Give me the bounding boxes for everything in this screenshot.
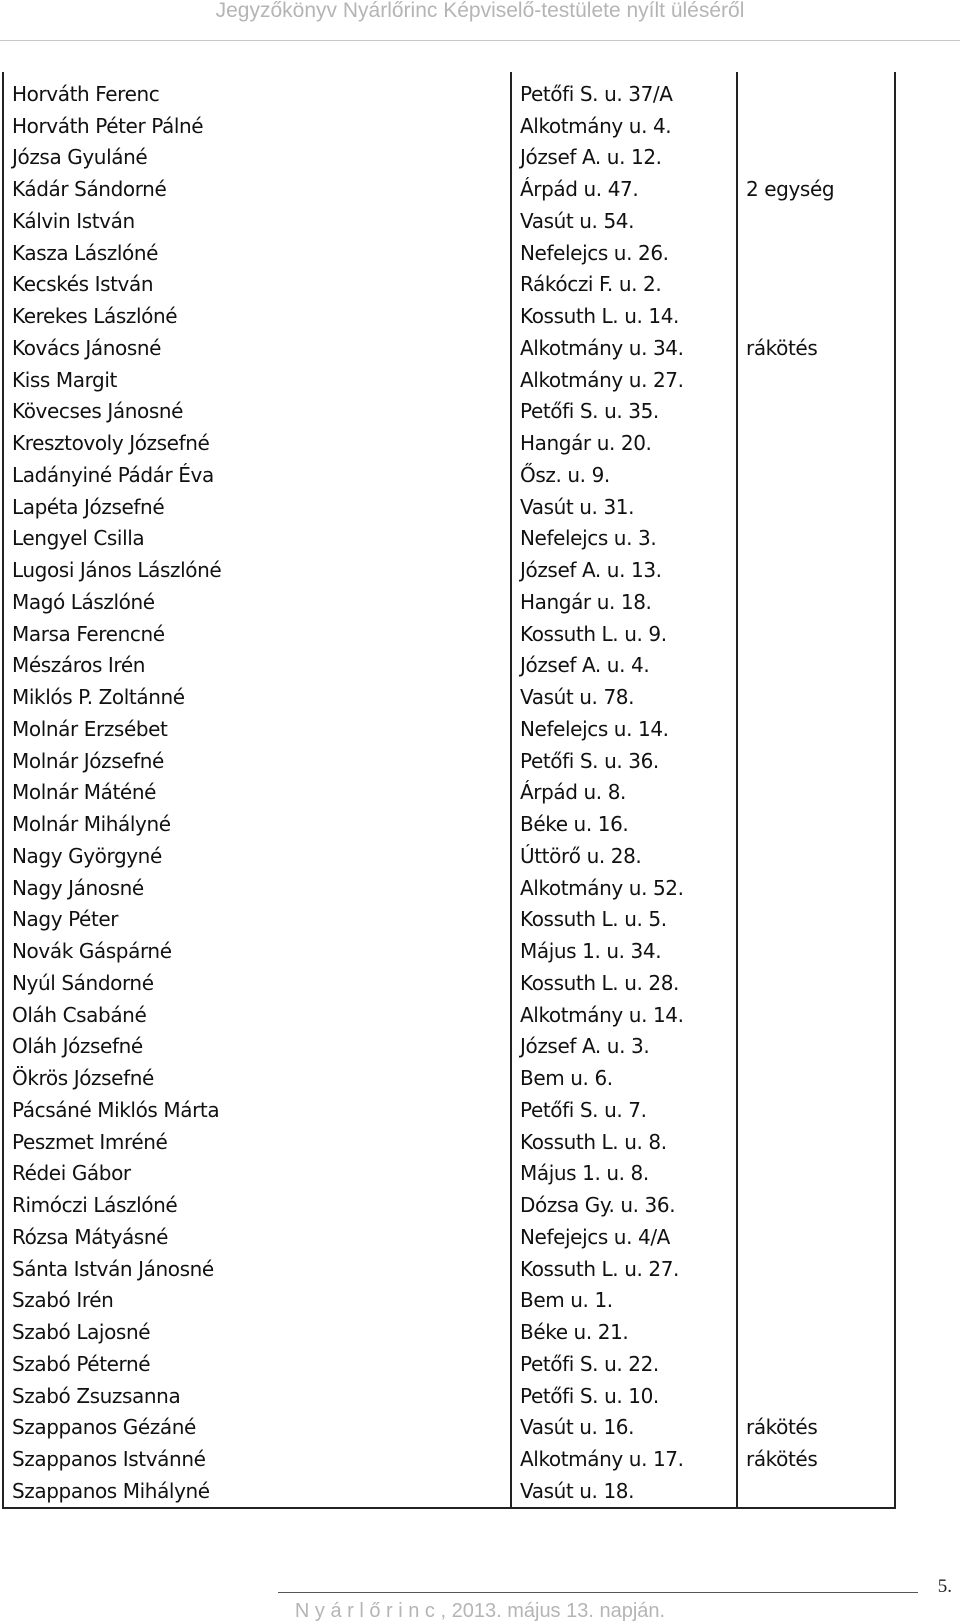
table-row (3, 459, 895, 491)
table-row (3, 72, 895, 110)
name-cell: Oláh Józsefné (3, 1031, 511, 1063)
note-cell (737, 904, 895, 936)
address-cell: Alkotmány u. 14. (511, 999, 737, 1031)
note-cell (737, 618, 895, 650)
address-cell: Alkotmány u. 4. (511, 110, 737, 142)
name-cell: Nyúl Sándorné (3, 967, 511, 999)
name-cell: Szabó Zsuzsanna (3, 1380, 511, 1412)
table-row (3, 808, 895, 840)
note-cell (737, 999, 895, 1031)
address-cell: Rákóczi F. u. 2. (511, 269, 737, 301)
note-cell (737, 523, 895, 555)
name-cell: Molnár Józsefné (3, 745, 511, 777)
address-cell: József A. u. 4. (511, 650, 737, 682)
footer-divider (278, 1592, 918, 1593)
name-cell: Szappanos Gézáné (3, 1412, 511, 1444)
name-cell: Rózsa Mátyásné (3, 1221, 511, 1253)
table-row (3, 332, 895, 364)
table-row (3, 1380, 895, 1412)
table-row (3, 1158, 895, 1190)
address-cell: Kossuth L. u. 14. (511, 300, 737, 332)
name-cell: Mészáros Irén (3, 650, 511, 682)
table-row (3, 1221, 895, 1253)
address-cell: Petőfi S. u. 7. (511, 1094, 737, 1126)
address-cell: Kossuth L. u. 8. (511, 1126, 737, 1158)
name-cell: Sánta István Jánosné (3, 1253, 511, 1285)
address-cell: József A. u. 13. (511, 554, 737, 586)
name-cell: Lugosi János Lászlóné (3, 554, 511, 586)
note-cell: 2 egység (737, 173, 895, 205)
table-row (3, 713, 895, 745)
table-row (3, 904, 895, 936)
table-row (3, 396, 895, 428)
name-cell: Kasza Lászlóné (3, 237, 511, 269)
address-cell: Május 1. u. 8. (511, 1158, 737, 1190)
name-cell: Horváth Péter Pálné (3, 110, 511, 142)
name-cell: Horváth Ferenc (3, 72, 511, 110)
name-cell: Peszmet Imréné (3, 1126, 511, 1158)
note-cell (737, 427, 895, 459)
name-cell: Novák Gáspárné (3, 935, 511, 967)
table-row (3, 1443, 895, 1475)
address-cell: Vasút u. 16. (511, 1412, 737, 1444)
page-number: 5. (937, 1576, 952, 1597)
note-cell: rákötés (737, 1412, 895, 1444)
name-cell: Rédei Gábor (3, 1158, 511, 1190)
note-cell (737, 110, 895, 142)
name-cell: Kádár Sándorné (3, 173, 511, 205)
table-row (3, 745, 895, 777)
table-row (3, 586, 895, 618)
table-row (3, 173, 895, 205)
name-cell: Lapéta Józsefné (3, 491, 511, 523)
note-cell (737, 1221, 895, 1253)
name-cell: Nagy Péter (3, 904, 511, 936)
address-cell: Kossuth L. u. 9. (511, 618, 737, 650)
address-cell: Dózsa Gy. u. 36. (511, 1189, 737, 1221)
name-cell: Rimóczi Lászlóné (3, 1189, 511, 1221)
name-cell: Lengyel Csilla (3, 523, 511, 555)
table-row (3, 269, 895, 301)
table-row (3, 840, 895, 872)
name-cell: Szabó Lajosné (3, 1316, 511, 1348)
table-row (3, 777, 895, 809)
table-row (3, 523, 895, 555)
address-cell: Bem u. 1. (511, 1285, 737, 1317)
address-cell: Alkotmány u. 17. (511, 1443, 737, 1475)
name-cell: Molnár Máténé (3, 777, 511, 809)
table-row (3, 364, 895, 396)
note-cell (737, 364, 895, 396)
note-cell (737, 269, 895, 301)
name-cell: Miklós P. Zoltánné (3, 681, 511, 713)
note-cell: rákötés (737, 1443, 895, 1475)
name-cell: Magó Lászlóné (3, 586, 511, 618)
table-row (3, 300, 895, 332)
table-row (3, 554, 895, 586)
note-cell (737, 745, 895, 777)
note-cell (737, 205, 895, 237)
address-cell: Úttörő u. 28. (511, 840, 737, 872)
table-row (3, 1062, 895, 1094)
note-cell (737, 72, 895, 110)
address-cell: Petőfi S. u. 37/A (511, 72, 737, 110)
name-cell: Ladányiné Pádár Éva (3, 459, 511, 491)
name-cell: Kövecses Jánosné (3, 396, 511, 428)
note-cell (737, 650, 895, 682)
name-cell: Szabó Péterné (3, 1348, 511, 1380)
name-cell: Kiss Margit (3, 364, 511, 396)
note-cell: rákötés (737, 332, 895, 364)
address-cell: Nefejejcs u. 4/A (511, 1221, 737, 1253)
address-cell: Petőfi S. u. 10. (511, 1380, 737, 1412)
table-row (3, 237, 895, 269)
table-row (3, 110, 895, 142)
table-row (3, 1126, 895, 1158)
name-cell: Kovács Jánosné (3, 332, 511, 364)
note-cell (737, 681, 895, 713)
name-cell: Kresztovoly Józsefné (3, 427, 511, 459)
address-cell: Alkotmány u. 34. (511, 332, 737, 364)
header-title: Jegyzőkönyv Nyárlőrinc Képviselő-testülete nyílt üléséről (215, 0, 745, 22)
table-row (3, 1316, 895, 1348)
table-row (3, 650, 895, 682)
name-cell: Szappanos Mihályné (3, 1475, 511, 1508)
table-row (3, 935, 895, 967)
note-cell (737, 967, 895, 999)
note-cell (737, 1285, 895, 1317)
address-cell: Vasút u. 54. (511, 205, 737, 237)
note-cell (737, 491, 895, 523)
note-cell (737, 237, 895, 269)
address-cell: József A. u. 3. (511, 1031, 737, 1063)
address-cell: Alkotmány u. 27. (511, 364, 737, 396)
note-cell (737, 1475, 895, 1508)
note-cell (737, 840, 895, 872)
table-row (3, 1031, 895, 1063)
address-cell: Nefelejcs u. 14. (511, 713, 737, 745)
address-cell: Nefelejcs u. 26. (511, 237, 737, 269)
note-cell (737, 1126, 895, 1158)
residents-table (2, 72, 896, 1509)
address-cell: József A. u. 12. (511, 142, 737, 174)
note-cell (737, 1031, 895, 1063)
address-cell: Vasút u. 78. (511, 681, 737, 713)
note-cell (737, 1253, 895, 1285)
name-cell: Szabó Irén (3, 1285, 511, 1317)
address-cell: Vasút u. 18. (511, 1475, 737, 1508)
table-row (3, 872, 895, 904)
address-cell: Hangár u. 18. (511, 586, 737, 618)
table-row (3, 967, 895, 999)
table-row (3, 205, 895, 237)
note-cell (737, 935, 895, 967)
note-cell (737, 1348, 895, 1380)
table-row (3, 491, 895, 523)
address-cell: Alkotmány u. 52. (511, 872, 737, 904)
table-row (3, 1412, 895, 1444)
table-row (3, 1348, 895, 1380)
name-cell: Marsa Ferencné (3, 618, 511, 650)
address-cell: Kossuth L. u. 28. (511, 967, 737, 999)
table-row (3, 999, 895, 1031)
name-cell: Ökrös Józsefné (3, 1062, 511, 1094)
note-cell (737, 1189, 895, 1221)
address-cell: Kossuth L. u. 5. (511, 904, 737, 936)
table-row (3, 1189, 895, 1221)
note-cell (737, 459, 895, 491)
note-cell (737, 777, 895, 809)
name-cell: Kerekes Lászlóné (3, 300, 511, 332)
residents-table-body (3, 72, 895, 1508)
address-cell: Május 1. u. 34. (511, 935, 737, 967)
note-cell (737, 1158, 895, 1190)
note-cell (737, 713, 895, 745)
note-cell (737, 142, 895, 174)
name-cell: Nagy Jánosné (3, 872, 511, 904)
note-cell (737, 1062, 895, 1094)
address-cell: Hangár u. 20. (511, 427, 737, 459)
header-divider (0, 40, 960, 41)
address-cell: Petőfi S. u. 35. (511, 396, 737, 428)
table-row (3, 1094, 895, 1126)
table-row (3, 1253, 895, 1285)
address-cell: Nefelejcs u. 3. (511, 523, 737, 555)
name-cell: Oláh Csabáné (3, 999, 511, 1031)
address-cell: Kossuth L. u. 27. (511, 1253, 737, 1285)
table-row (3, 142, 895, 174)
address-cell: Árpád u. 8. (511, 777, 737, 809)
note-cell (737, 1316, 895, 1348)
address-cell: Petőfi S. u. 22. (511, 1348, 737, 1380)
name-cell: Nagy Györgyné (3, 840, 511, 872)
address-cell: Ősz. u. 9. (511, 459, 737, 491)
name-cell: Pácsáné Miklós Márta (3, 1094, 511, 1126)
table-row (3, 1475, 895, 1508)
address-cell: Béke u. 16. (511, 808, 737, 840)
page-header (0, 0, 960, 34)
note-cell (737, 300, 895, 332)
note-cell (737, 586, 895, 618)
name-cell: Kálvin István (3, 205, 511, 237)
note-cell (737, 1380, 895, 1412)
name-cell: Molnár Mihályné (3, 808, 511, 840)
address-cell: Béke u. 21. (511, 1316, 737, 1348)
note-cell (737, 808, 895, 840)
address-cell: Vasút u. 31. (511, 491, 737, 523)
table-row (3, 618, 895, 650)
note-cell (737, 1094, 895, 1126)
name-cell: Józsa Gyuláné (3, 142, 511, 174)
address-cell: Árpád u. 47. (511, 173, 737, 205)
table-row (3, 681, 895, 713)
footer-date-line: N y á r l ő r i n c , 2013. május 13. napján. (294, 1600, 666, 1622)
table-row (3, 1285, 895, 1317)
address-cell: Petőfi S. u. 36. (511, 745, 737, 777)
note-cell (737, 872, 895, 904)
name-cell: Szappanos Istvánné (3, 1443, 511, 1475)
name-cell: Molnár Erzsébet (3, 713, 511, 745)
address-cell: Bem u. 6. (511, 1062, 737, 1094)
table-row (3, 427, 895, 459)
name-cell: Kecskés István (3, 269, 511, 301)
note-cell (737, 554, 895, 586)
note-cell (737, 396, 895, 428)
